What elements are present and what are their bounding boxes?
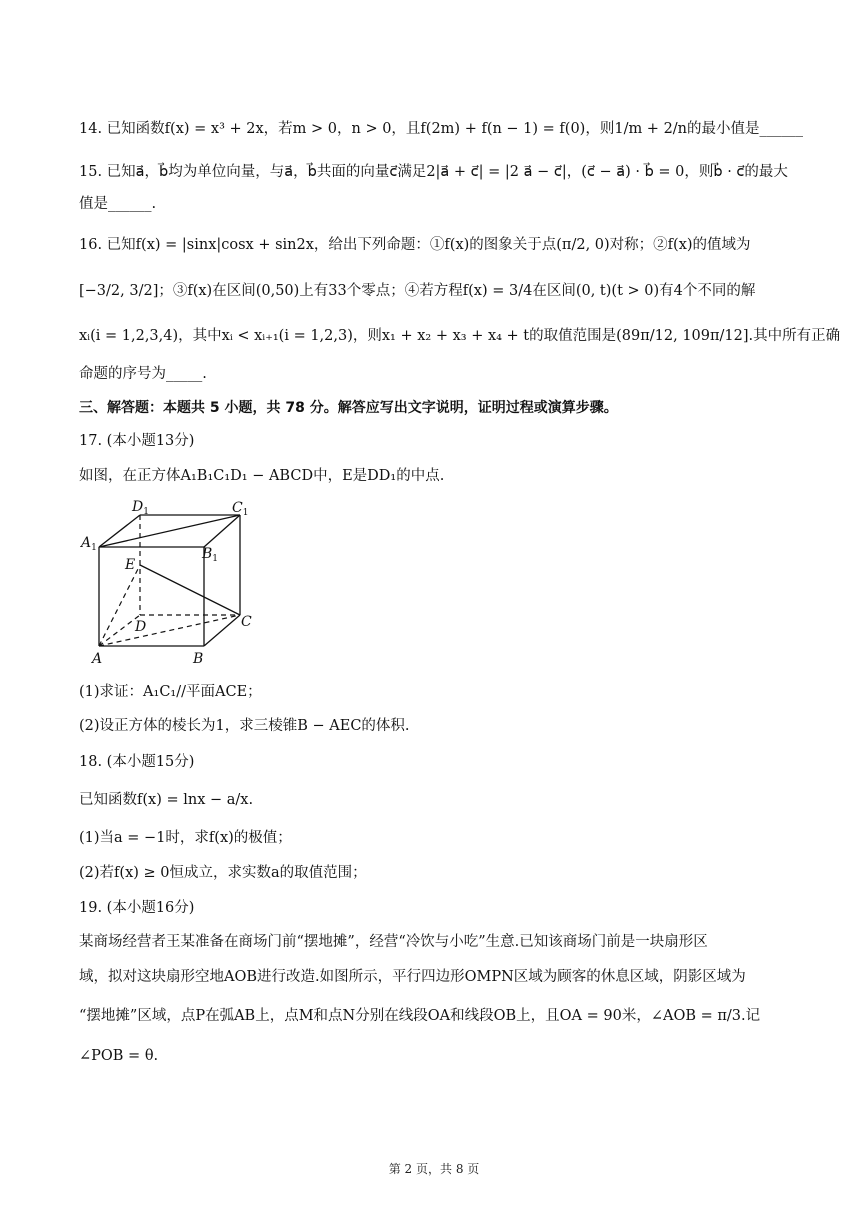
- cube-labels: [80, 499, 252, 667]
- page-footer: 第 2 页，共 8 页: [388, 1162, 480, 1176]
- question-17-stem: 如图，在正方体A₁B₁C₁D₁ − ABCD中，E是DD₁的中点.: [79, 468, 445, 484]
- question-15-line2: 值是______.: [79, 196, 157, 212]
- question-14: 14. 已知函数f(x) = x³ + 2x，若m > 0，n > 0，且f(2m) + f(n − 1) = f(0)，则1/m + 2/n的最小值是______: [79, 121, 804, 137]
- cube-diagram: [80, 497, 270, 669]
- label-d1: $D_1$: [132, 499, 149, 517]
- question-18-header: 18. (本小题15分): [79, 754, 195, 770]
- question-15-line1: 15. 已知a⃗，b⃗均为单位向量，与a⃗，b⃗共面的向量c⃗满足2|a⃗ + c⃗| = |2 a⃗ − c⃗|，(c⃗ − a⃗) · b⃗ = 0，则b⃗ · c⃗的最大: [79, 164, 788, 180]
- question-18-part2: (2)若f(x) ≥ 0恒成立，求实数a的取值范围；: [79, 865, 367, 881]
- question-18-stem: 已知函数f(x) = lnx − a/x.: [79, 792, 254, 808]
- question-19-line3: “摆地摊”区域，点P在弧AB上，点M和点N分别在线段OA和线段OB上，且OA = 90米，∠AOB = π/3.记: [79, 1008, 761, 1024]
- cube-figure: [80, 497, 270, 669]
- question-16-line4: 命题的序号为_____.: [79, 366, 207, 382]
- question-16-line1: 16. 已知f(x) = |sinx|cosx + sin2x，给出下列命题：①f(x)的图象关于点(π/2, 0)对称；②f(x)的值域为: [79, 237, 751, 253]
- question-16-line3: xᵢ(i = 1,2,3,4)，其中xᵢ < xᵢ₊₁(i = 1,2,3)，则x₁ + x₂ + x₃ + x₄ + t的取值范围是(89π/12, 109π/12].其中所有正确: [79, 328, 841, 344]
- question-17-part2: (2)设正方体的棱长为1，求三棱锥B − AEC的体积.: [79, 718, 410, 734]
- label-a1: $A_1$: [81, 535, 97, 553]
- label-e: E: [125, 557, 136, 573]
- label-c1: $C_1$: [232, 500, 249, 518]
- label-c: C: [241, 614, 252, 630]
- question-16-line2: [−3/2, 3/2]；③f(x)在区间(0,50)上有33个零点；④若方程f(x) = 3/4在区间(0, t)(t > 0)有4个不同的解: [79, 283, 756, 299]
- question-17-part1: (1)求证：A₁C₁//平面ACE；: [79, 684, 262, 700]
- question-19-header: 19. (本小题16分): [79, 900, 195, 916]
- question-17-header: 17. (本小题13分): [79, 433, 195, 449]
- question-19-line4: ∠POB = θ.: [79, 1048, 159, 1064]
- label-b: B: [193, 651, 204, 667]
- label-d: D: [135, 619, 147, 635]
- label-a: A: [92, 651, 103, 667]
- question-18-part1: (1)当a = −1时，求f(x)的极值；: [79, 830, 292, 846]
- question-19-line2: 域，拟对这块扇形空地AOB进行改造.如图所示，平行四边形OMPN区域为顾客的休息区域，阴影区域为: [79, 969, 746, 985]
- label-b1: $B_1$: [202, 546, 219, 564]
- question-19-line1: 某商场经营者王某准备在商场门前“摆地摊”，经营“冷饮与小吃”生意.已知该商场门前是一块扇形区: [79, 934, 708, 950]
- section-heading: 三、解答题：本题共 5 小题，共 78 分。解答应写出文字说明，证明过程或演算步骤。: [79, 400, 618, 416]
